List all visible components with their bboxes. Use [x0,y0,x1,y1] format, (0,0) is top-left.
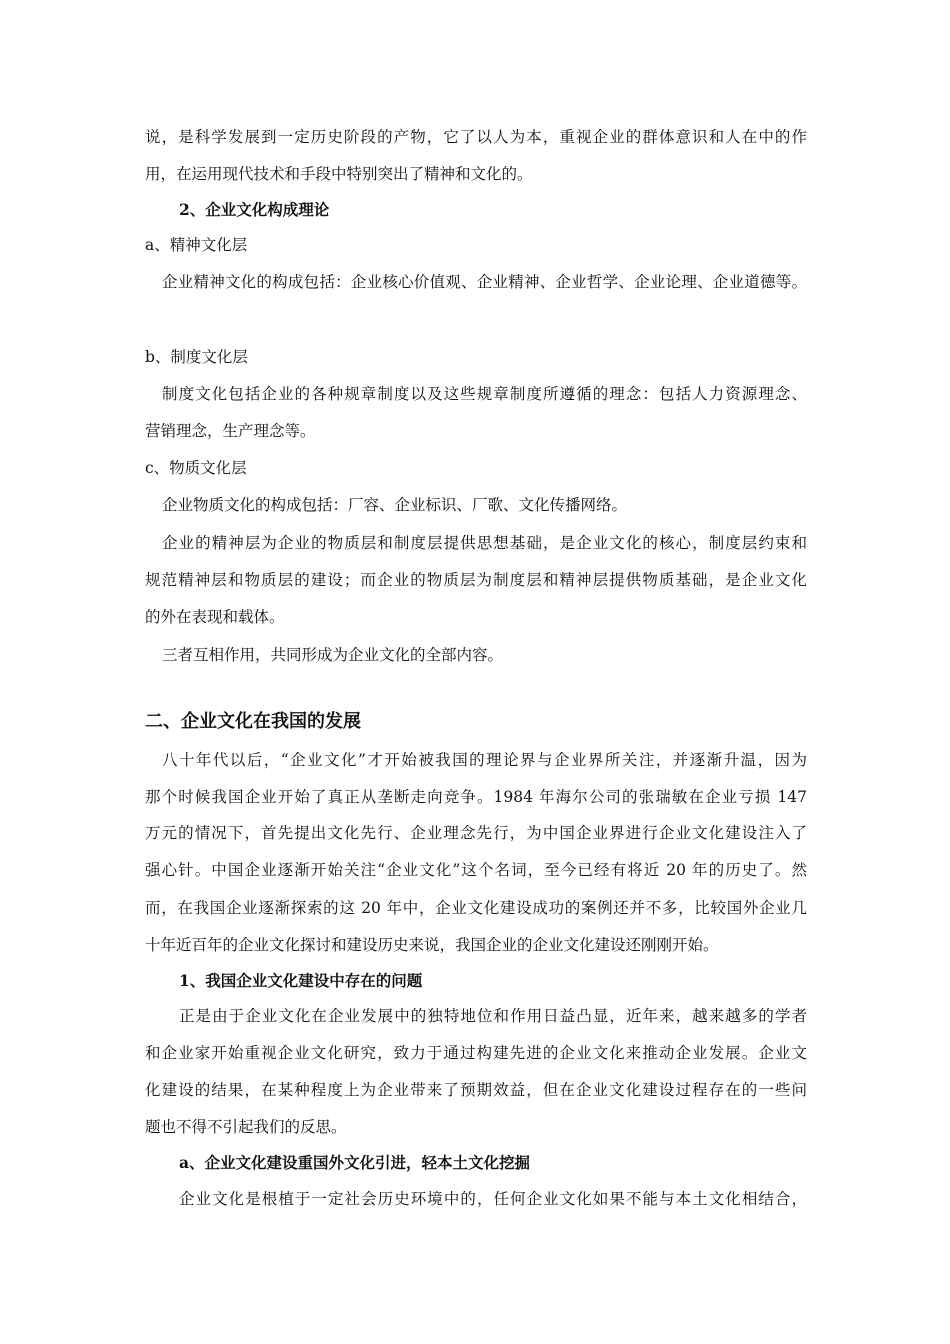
spirit-paragraph: 企业精神文化的构成包括：企业核心价值观、企业精神、企业哲学、企业论理、企业道德等。 [162,273,807,291]
problem-a-heading: a、企业文化建设重国外文化引进，轻本土文化挖掘 [179,1153,531,1172]
development-line-2: 那个时候我国企业开始了真正从垄断走向竞争。1984 年海尔公司的张瑞敏在企业亏损 147 [145,788,807,806]
spirit-heading: a、精神文化层 [145,236,248,254]
section-2-heading: 2、企业文化构成理论 [179,200,330,219]
development-line-6: 十年近百年的企业文化探讨和建设历史来说，我国企业的企业文化建设还刚刚开始。 [145,936,719,954]
development-line-3: 万元的情况下，首先提出文化先行、企业理念先行，为中国企业界进行企业文化建设注入了 [145,824,807,842]
development-line-5: 而，在我国企业逐渐探索的这 20 年中，企业文化建设成功的案例还并不多，比较国外企业几 [145,899,807,917]
material-heading: c、物质文化层 [145,459,247,477]
problems-line-1: 正是由于企业文化在企业发展中的独特地位和作用日益凸显，近年来，越来越多的学者 [179,1007,807,1025]
summary-paragraph: 三者互相作用，共同形成为企业文化的全部内容。 [162,646,504,664]
system-heading: b、制度文化层 [145,348,248,366]
chapter-heading: 二、企业文化在我国的发展 [145,711,361,732]
relation-line-1: 企业的精神层为企业的物质层和制度层提供思想基础，是企业文化的核心，制度层约束和 [162,534,807,552]
intro-line-2: 用，在运用现代技术和手段中特别突出了精神和文化的。 [145,165,533,183]
relation-line-2: 规范精神层和物质层的建设；而企业的物质层为制度层和精神层提供物质基础，是企业文化 [145,571,807,589]
relation-line-3: 的外在表现和载体。 [145,608,285,626]
system-line-1: 制度文化包括企业的各种规章制度以及这些规章制度所遵循的理念：包括人力资源理念、 [162,385,807,403]
system-line-2: 营销理念，生产理念等。 [145,422,316,440]
intro-line-1: 说，是科学发展到一定历史阶段的产物，它了以人为本，重视企业的群体意识和人在中的作 [145,128,807,146]
problems-heading: 1、我国企业文化建设中存在的问题 [179,971,423,990]
development-line-1: 八十年代以后，“企业文化”才开始被我国的理论界与企业界所关注，并逐渐升温，因为 [162,751,807,769]
material-paragraph: 企业物质文化的构成包括：厂容、企业标识、厂歌、文化传播网络。 [162,496,628,514]
problems-line-3: 化建设的结果，在某种程度上为企业带来了预期效益，但在企业文化建设过程存在的一些问 [145,1081,807,1099]
problems-line-4: 题也不得不引起我们的反思。 [145,1118,347,1136]
problems-line-2: 和企业家开始重视企业文化研究，致力于通过构建先进的企业文化来推动企业发展。企业文 [145,1044,807,1062]
development-line-4: 强心针。中国企业逐渐开始关注“企业文化”这个名词，至今已经有将近 20 年的历史了。然 [145,861,807,879]
problem-a-line-1: 企业文化是根植于一定社会历史环境中的，任何企业文化如果不能与本土文化相结合， [179,1190,807,1208]
